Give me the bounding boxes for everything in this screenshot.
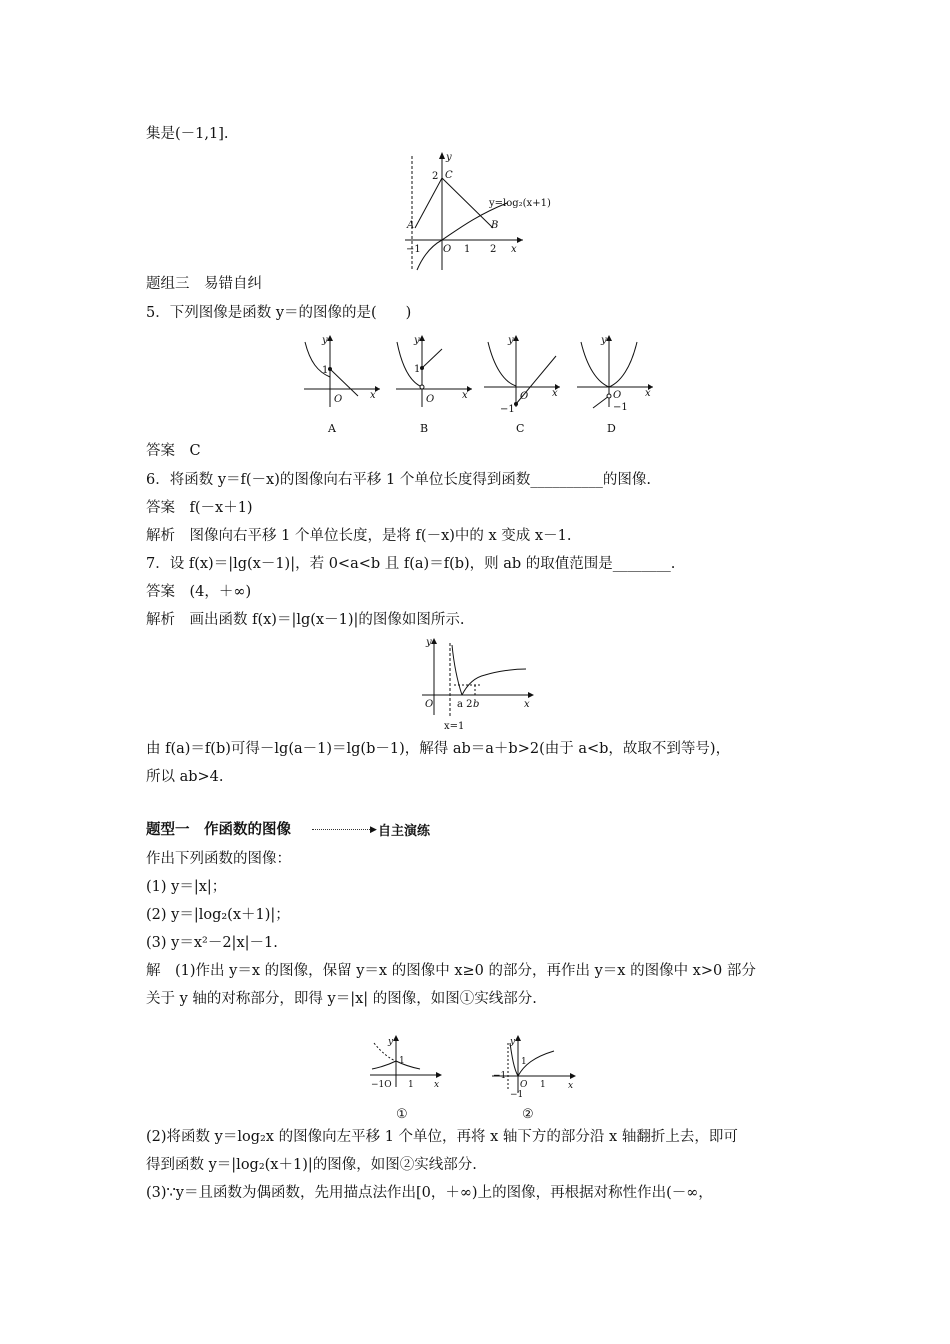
fig8a-m10: −1O [371,1080,392,1090]
fig5c-m1: −1 [500,404,515,415]
analysis-7-cont: 由 f(a)＝f(b)可得－lg(a－1)＝lg(b－1)，解得 ab＝a＋b>2(由于 a<b，故取不到等号)， [146,741,731,757]
fig5c-x: x [552,388,558,399]
fig8a-y: y [388,1037,394,1047]
fig5-graph-b [392,332,477,437]
text-line: 集是(－1,1]. [146,126,229,142]
fig5a-name: A [328,422,336,435]
answer-6: 答案 f(－x＋1) [146,500,253,516]
fig5a-o: O [334,394,343,405]
analysis-7-end: 所以 ab>4. [146,769,224,785]
solution-3: (3)∵y＝且函数为偶函数，先用描点法作出[0，＋∞)上的图像，再根据对称性作出(－∞， [146,1185,713,1201]
fig5d-name: D [607,422,616,435]
fig5d-x: x [645,388,651,399]
task-intro: 作出下列函数的图像： [146,851,291,867]
fig1-a: A [407,220,415,231]
fig5b-y: y [414,335,420,346]
figure-abs-lg [420,635,540,733]
fig7-y: y [426,637,432,648]
fig8a-one-x: 1 [408,1080,414,1090]
task-3: (3) y＝x²－2|x|－1. [146,935,278,951]
fig5c-o: O [520,391,529,402]
answer-5: 答案 C [146,443,201,459]
section-title: 题组三 易错自纠 [146,276,262,292]
fig5c-y: y [508,335,514,346]
fig1-one: 1 [464,244,471,255]
fig1-b: B [491,220,499,231]
fig8b-circ: ② [522,1107,534,1122]
fig1-y: y [446,152,452,163]
fig1-two-x: 2 [490,244,497,255]
fig7-b: b [473,699,480,710]
analysis-6: 解析 图像向右平移 1 个单位长度，是将 f(－x)中的 x 变成 x－1. [146,528,572,544]
fig7-o: O [425,699,434,710]
fig5a-x: x [370,390,376,401]
dotted-arrow [312,829,374,830]
fig1-two-y: 2 [432,171,439,182]
answer-7: 答案 (4，＋∞) [146,584,252,600]
fig5b-one: 1 [414,364,421,375]
fig8a-x: x [434,1080,440,1090]
fig8a-circ: ① [396,1107,408,1122]
fig7-x1: x=1 [444,721,465,732]
fig7-a2: a 2 [457,699,473,710]
fig8b-o: O [520,1080,528,1090]
fig5-graph-c [480,332,565,437]
figure-2-abs-log [490,1035,585,1125]
fig5b-x: x [462,390,468,401]
fig8b-y: y [510,1037,516,1047]
fig8b-one-x: 1 [540,1080,546,1090]
fig5b-o: O [426,394,435,405]
solution-1b: 关于 y 轴的对称部分，即得 y＝|x| 的图像，如图①实线部分. [146,991,537,1007]
fig7-x: x [524,699,530,710]
fig1-curve: y=log₂(x+1) [489,198,551,209]
fig1-c: C [445,170,453,181]
question-6: 6．将函数 y＝f(－x)的图像向右平移 1 个单位长度得到函数__________的图像. [146,472,651,488]
question-7: 7．设 f(x)＝|lg(x－1)|，若 0<a<b 且 f(a)＝f(b)，则 ab 的取值范围是________. [146,556,676,572]
analysis-7: 解析 画出函数 f(x)＝|lg(x－1)|的图像如图所示. [146,612,465,628]
fig8b-m1: −1 [493,1071,507,1081]
fig5-graph-d [573,332,658,437]
fig5d-y: y [601,335,607,346]
solution-1a: 解 (1)作出 y＝x 的图像，保留 y＝x 的图像中 x≥0 的部分，再作出 y＝x 的图像中 x>0 部分 [146,963,756,979]
solution-2b: 得到函数 y＝|log₂(x＋1)|的图像，如图②实线部分. [146,1157,477,1173]
fig5c-name: C [516,422,525,435]
fig1-o: O [443,244,452,255]
question-5: 5．下列图像是函数 y＝的图像的是( ) [146,305,412,321]
task-1: (1) y＝|x|； [146,879,227,895]
fig5-graph-a [300,332,385,437]
section-heading: 题型一 作函数的图像 [146,822,291,838]
fig5a-one: 1 [322,365,329,376]
section-tag: 自主演练 [378,824,431,839]
solution-2a: (2)将函数 y＝log₂x 的图像向左平移 1 个单位，再将 x 轴下方的部分沿 x 轴翻折上去，即可 [146,1129,738,1145]
fig8b-x: x [568,1081,574,1091]
fig5d-o: O [613,390,622,401]
figure-1-abs-exp [368,1035,448,1125]
fig1-x: x [511,244,517,255]
fig5d-m1: −1 [613,402,628,413]
fig1-m1: −1 [406,244,421,255]
fig8a-one: 1 [399,1056,405,1066]
fig8b-m1-y: −1 [510,1090,524,1100]
task-2: (2) y＝|log₂(x＋1)|； [146,907,290,923]
fig5b-name: B [420,422,429,435]
fig8b-one: 1 [521,1057,527,1067]
fig5a-y: y [322,335,328,346]
arrow-head-icon: ▶ [370,825,377,835]
figure-triangle-log [395,148,570,273]
